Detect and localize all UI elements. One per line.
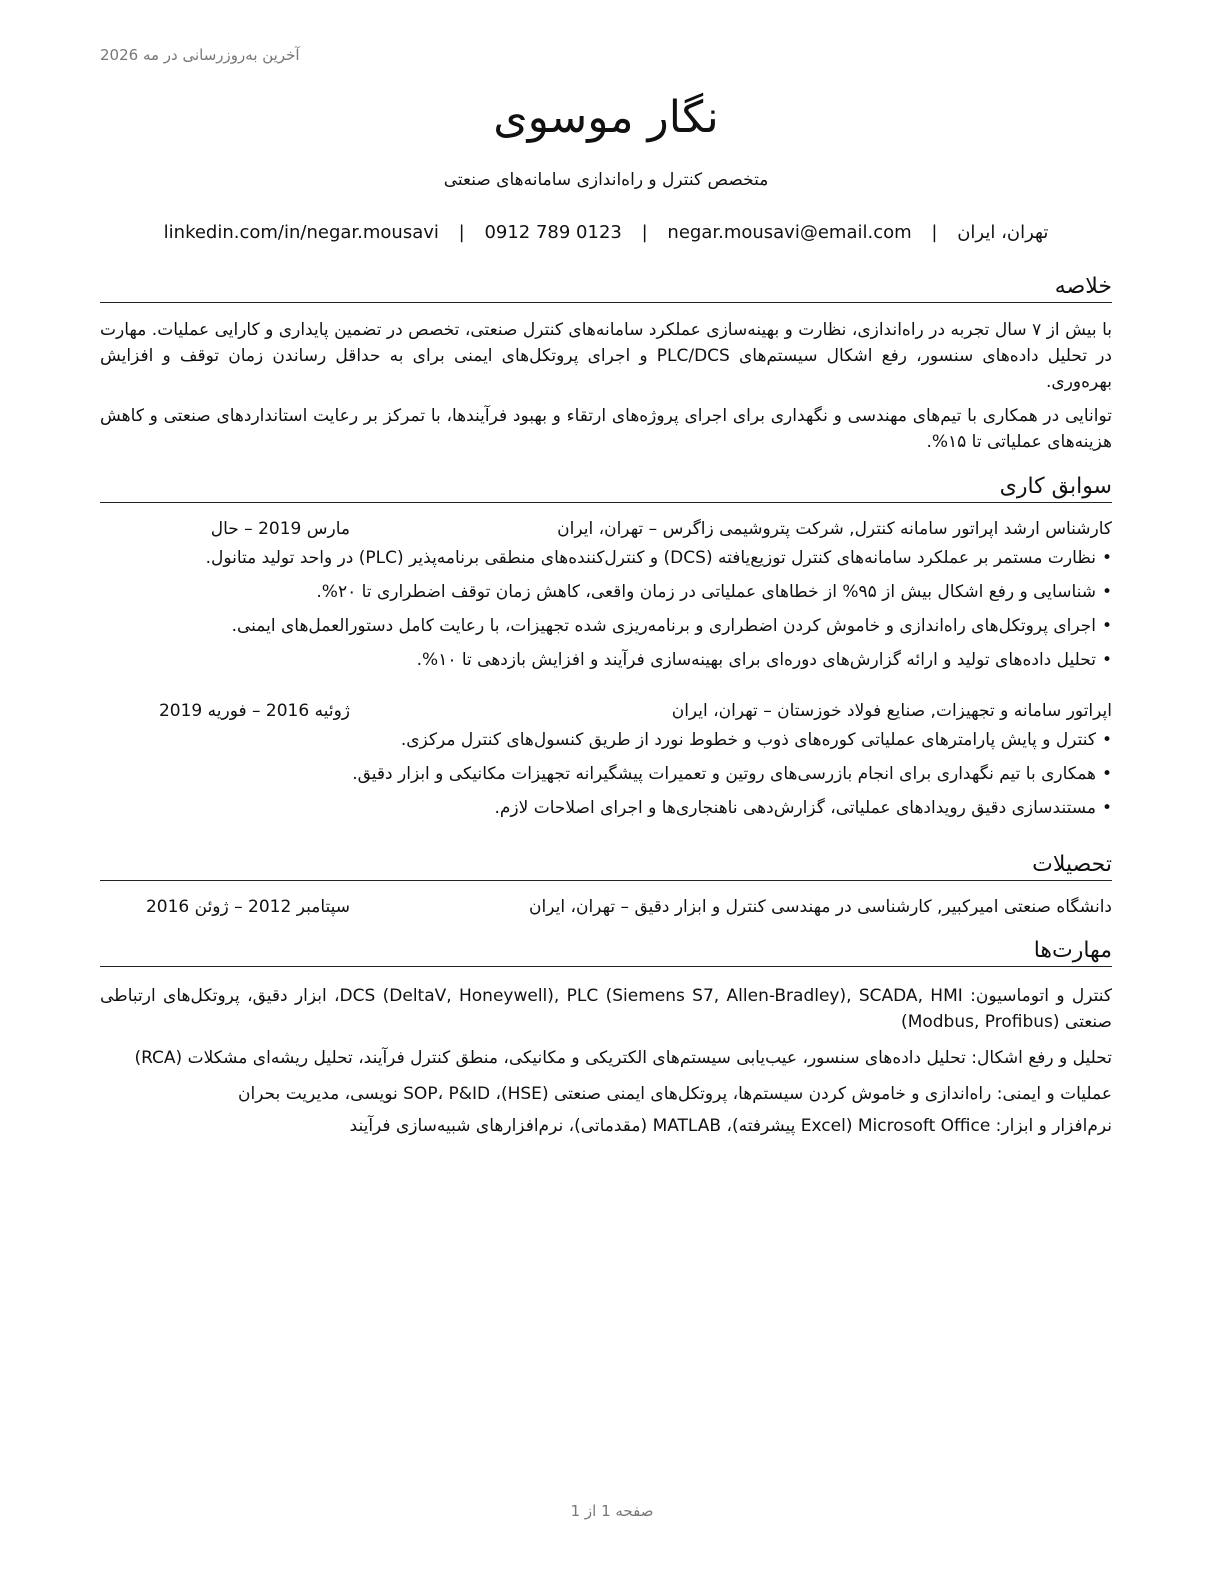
summary-paragraph: توانایی در همکاری با تیم‌های مهندسی و نگهداری برای اجرای پروژه‌های ارتقاء و بهبود فرآیندها، با تمرکز بر رعایت استانداردهای صنعتی و کاهش هزینه‌های عملیاتی تا ۱۵%. <box>100 406 1112 453</box>
job-bullet: • تحلیل داده‌های تولید و ارائه گزارش‌های دوره‌ای برای بهینه‌سازی فرآیند و افزایش بازدهی تا ۱۰%. <box>100 643 1112 677</box>
contact-email[interactable]: negar.mousavi@email.com <box>667 222 912 243</box>
job-bullet: • همکاری با تیم نگهداری برای انجام بازرسی‌های روتین و تعمیرات پیشگیرانه تجهیزات مکانیکی و ابزار دقیق. <box>100 757 1112 791</box>
skill-line: کنترل و اتوماسیون: DCS (DeltaV, Honeywell), PLC (Siemens S7, Allen-Bradley), SCADA, HMI، ابزار دقیق، پروتکل‌های ارتباطی صنعتی (Modbus, Profibus) <box>100 986 1112 1033</box>
job-dates: ژوئیه 2016 – فوریه 2019 <box>158 701 350 722</box>
job-entry <box>100 517 1112 677</box>
experience-section <box>100 474 1112 825</box>
candidate-subtitle: متخصص کنترل و راه‌اندازی سامانه‌های صنعتی <box>443 170 769 190</box>
candidate-name: نگار موسوی <box>493 92 719 143</box>
summary-paragraph: با بیش از ۷ سال تجربه در راه‌اندازی، نظارت و بهینه‌سازی عملکرد سامانه‌های کنترل صنعتی، تخصص در تضمین پایداری و کارایی عملیات. مهارت در تحلیل داده‌های سنسور، رفع اشکال سیستم‌های PLC/DCS و اجرای پروتکل‌های ایمنی برای به حداقل رساندن زمان توقف و افزایش بهره‌وری. <box>100 320 1112 393</box>
contact-linkedin[interactable]: linkedin.com/in/negar.mousavi <box>163 222 439 243</box>
job-bullet: • کنترل و پایش پارامترهای عملیاتی کوره‌های ذوب و خطوط نورد از طریق کنسول‌های کنترل مرکزی. <box>100 723 1112 757</box>
contact-location: تهران، ایران <box>957 222 1049 243</box>
job-bullet: • اجرای پروتکل‌های راه‌اندازی و خاموش کردن اضطراری و برنامه‌ریزی شده تجهیزات، با رعایت کامل دستورالعمل‌های ایمنی. <box>100 609 1112 643</box>
job-title: کارشناس ارشد اپراتور سامانه کنترل, شرکت پتروشیمی زاگرس – تهران، ایران <box>557 519 1112 540</box>
contact-phone: 0912 789 0123 <box>484 222 622 243</box>
job-dates: مارس 2019 – حال <box>210 519 350 540</box>
education-entry <box>100 895 1112 919</box>
skill-line: تحلیل و رفع اشکال: تحلیل داده‌های سنسور، عیب‌یابی سیستم‌های الکتریکی و مکانیکی، منطق کنترل فرآیند، تحلیل ریشه‌ای مشکلات (RCA) <box>134 1048 1112 1069</box>
contact-line <box>100 222 1112 243</box>
contact-separator: | <box>641 222 648 243</box>
education-dates: سپتامبر 2012 – ژوئن 2016 <box>145 897 350 918</box>
section-title-experience: سوابق کاری <box>100 474 1112 503</box>
job-bullet: • شناسایی و رفع اشکال بیش از ۹۵% از خطاهای عملیاتی در زمان واقعی، کاهش زمان توقف اضطراری تا ۲۰%. <box>100 575 1112 609</box>
skill-line: نرم‌افزار و ابزار: Microsoft Office (Excel پیشرفته)، MATLAB (مقدماتی)، نرم‌افزارهای شبیه‌سازی فرآیند <box>349 1116 1112 1137</box>
job-header <box>100 517 1112 541</box>
job-title: اپراتور سامانه و تجهیزات, صنایع فولاد خوزستان – تهران، ایران <box>671 701 1112 722</box>
job-bullets <box>100 541 1112 677</box>
skill-line: عملیات و ایمنی: راه‌اندازی و خاموش کردن سیستم‌ها، پروتکل‌های ایمنی صنعتی (HSE)، SOP، P&ID نویسی، مدیریت بحران <box>238 1084 1112 1105</box>
resume-page <box>100 0 1112 1584</box>
summary-section <box>100 274 1112 455</box>
last-updated-note: آخرین به‌روزرسانی در مه 2026 <box>100 46 300 64</box>
job-bullets <box>100 723 1112 825</box>
page-number: صفحه 1 از 1 <box>570 1502 654 1520</box>
section-title-education: تحصیلات <box>100 852 1112 881</box>
skills-section <box>100 938 1112 1149</box>
contact-separator: | <box>458 222 465 243</box>
job-header <box>100 699 1112 723</box>
section-title-skills: مهارت‌ها <box>100 938 1112 967</box>
contact-separator: | <box>931 222 938 243</box>
job-bullet: • مستندسازی دقیق رویدادهای عملیاتی، گزارش‌دهی ناهنجاری‌ها و اجرای اصلاحات لازم. <box>100 791 1112 825</box>
education-title: دانشگاه صنعتی امیرکبیر, کارشناسی در مهندسی کنترل و ابزار دقیق – تهران، ایران <box>529 897 1112 918</box>
section-title-summary: خلاصه <box>100 274 1112 303</box>
education-section <box>100 852 1112 919</box>
job-entry <box>100 699 1112 825</box>
job-bullet: • نظارت مستمر بر عملکرد سامانه‌های کنترل توزیع‌یافته (DCS) و کنترل‌کننده‌های منطقی برنامه‌پذیر (PLC) در واحد تولید متانول. <box>100 541 1112 575</box>
